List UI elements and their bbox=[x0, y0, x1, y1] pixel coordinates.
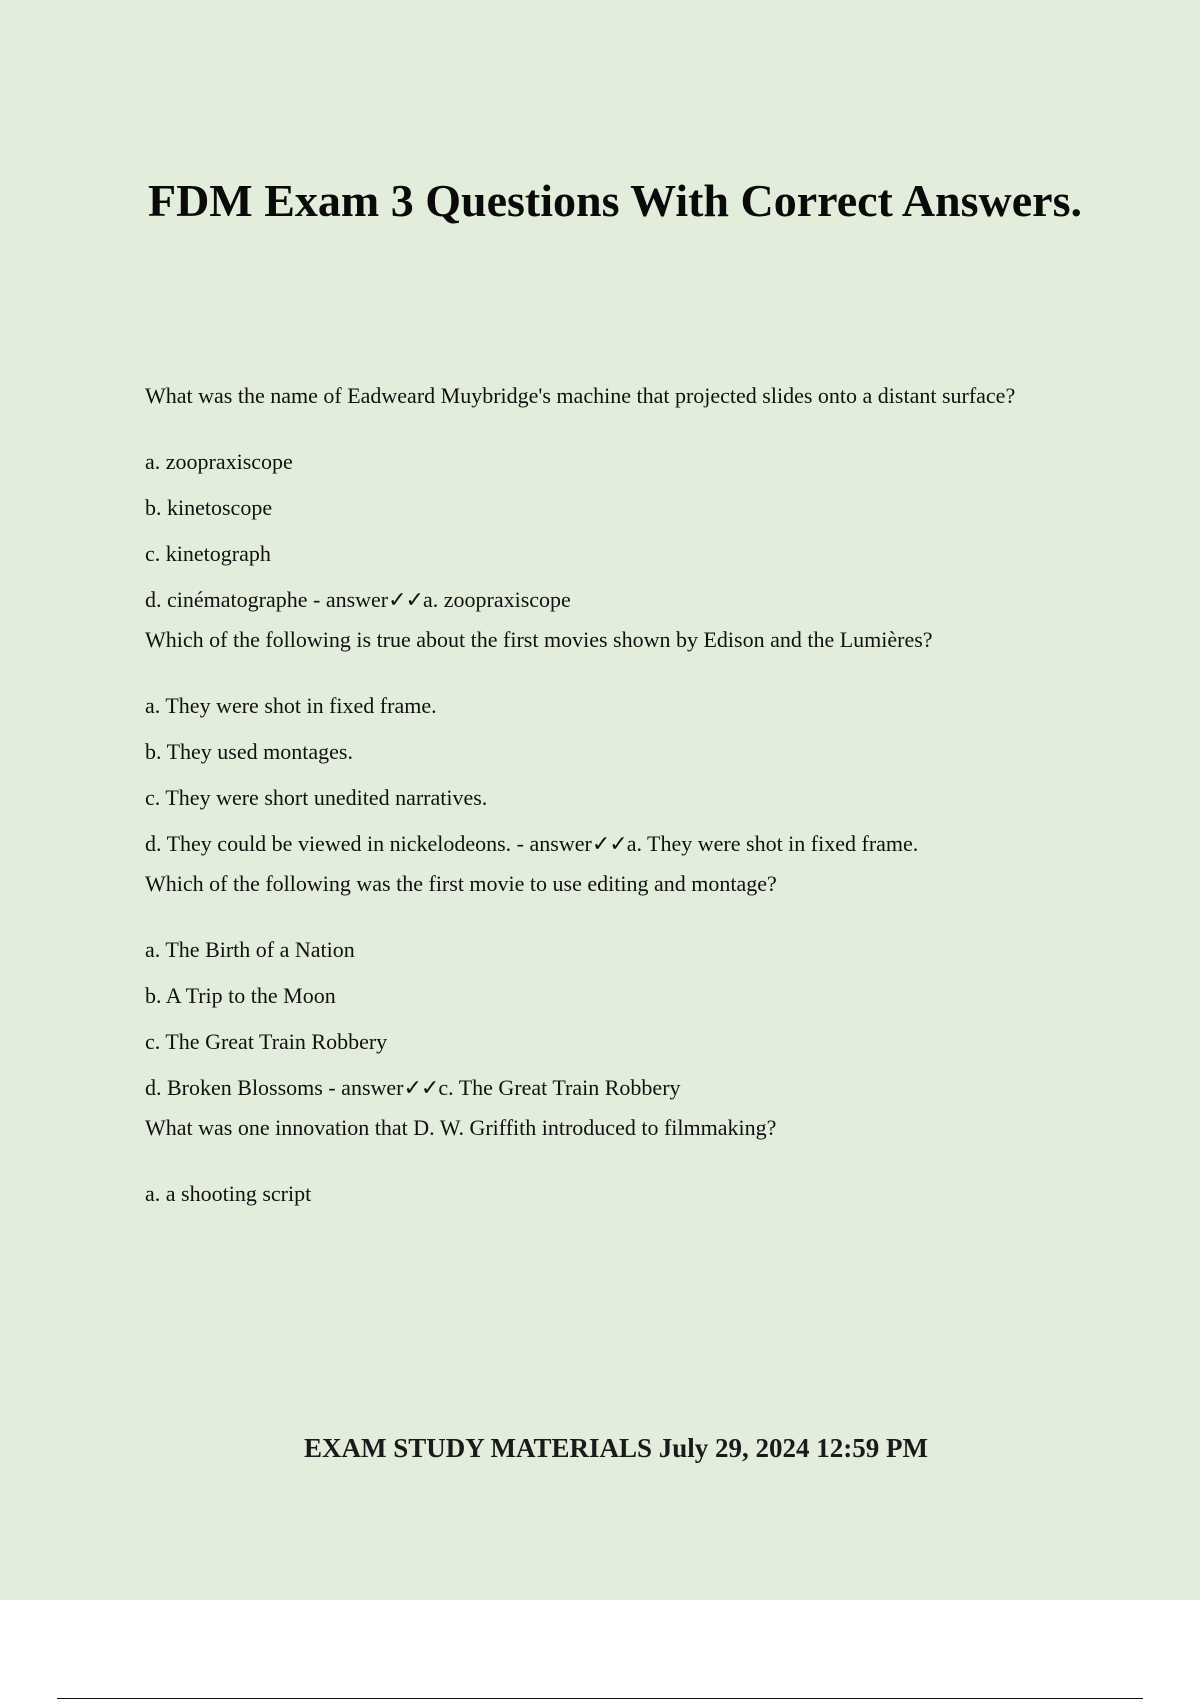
checkmark-icon: ✓✓ bbox=[403, 1076, 439, 1101]
option-item-with-answer bbox=[145, 584, 1045, 616]
question-list bbox=[145, 380, 1045, 1209]
option-text: d. Broken Blossoms - answer bbox=[145, 1075, 404, 1100]
option-item: c. The Great Train Robbery bbox=[145, 1029, 388, 1054]
page-divider bbox=[57, 1698, 1143, 1699]
option-item: a. They were shot in fixed frame. bbox=[145, 693, 437, 718]
option-text: d. cinématographe - answer bbox=[145, 587, 389, 612]
document-title: FDM Exam 3 Questions With Correct Answers. bbox=[147, 175, 1082, 226]
question-2: Which of the following is true about the first movies shown by Edison and the Lumières? bbox=[145, 627, 933, 652]
option-item: a. a shooting script bbox=[145, 1181, 312, 1206]
question-3: Which of the following was the first movie to use editing and montage? bbox=[145, 871, 777, 896]
answer-text: a. zoopraxiscope bbox=[423, 587, 571, 612]
answer-text: c. The Great Train Robbery bbox=[438, 1075, 681, 1100]
checkmark-icon: ✓✓ bbox=[388, 588, 423, 613]
option-item-with-answer bbox=[145, 828, 1045, 860]
footer-stamp: EXAM STUDY MATERIALS July 29, 2024 12:59 PM bbox=[303, 1433, 929, 1463]
option-item: b. They used montages. bbox=[145, 739, 353, 764]
question-3-options bbox=[145, 934, 1045, 1104]
option-item-with-answer bbox=[145, 1072, 1045, 1104]
question-1: What was the name of Eadweard Muybridge's machine that projected slides onto a distant surface? bbox=[145, 383, 1016, 408]
option-item: a. zoopraxiscope bbox=[145, 449, 293, 474]
option-item: c. kinetograph bbox=[145, 541, 271, 566]
option-item: b. kinetoscope bbox=[145, 495, 273, 520]
option-item: a. The Birth of a Nation bbox=[145, 937, 355, 962]
question-4: What was one innovation that D. W. Griffith introduced to filmmaking? bbox=[145, 1115, 777, 1140]
question-2-options bbox=[145, 690, 1045, 860]
option-text: d. They could be viewed in nickelodeons. - answer bbox=[145, 831, 592, 856]
checkmark-icon: ✓✓ bbox=[591, 832, 627, 857]
option-item: c. They were short unedited narratives. bbox=[145, 785, 488, 810]
question-1-options bbox=[145, 446, 1045, 616]
option-item: b. A Trip to the Moon bbox=[145, 983, 336, 1008]
question-4-options bbox=[145, 1178, 1045, 1209]
answer-text: a. They were shot in fixed frame. bbox=[626, 831, 919, 856]
